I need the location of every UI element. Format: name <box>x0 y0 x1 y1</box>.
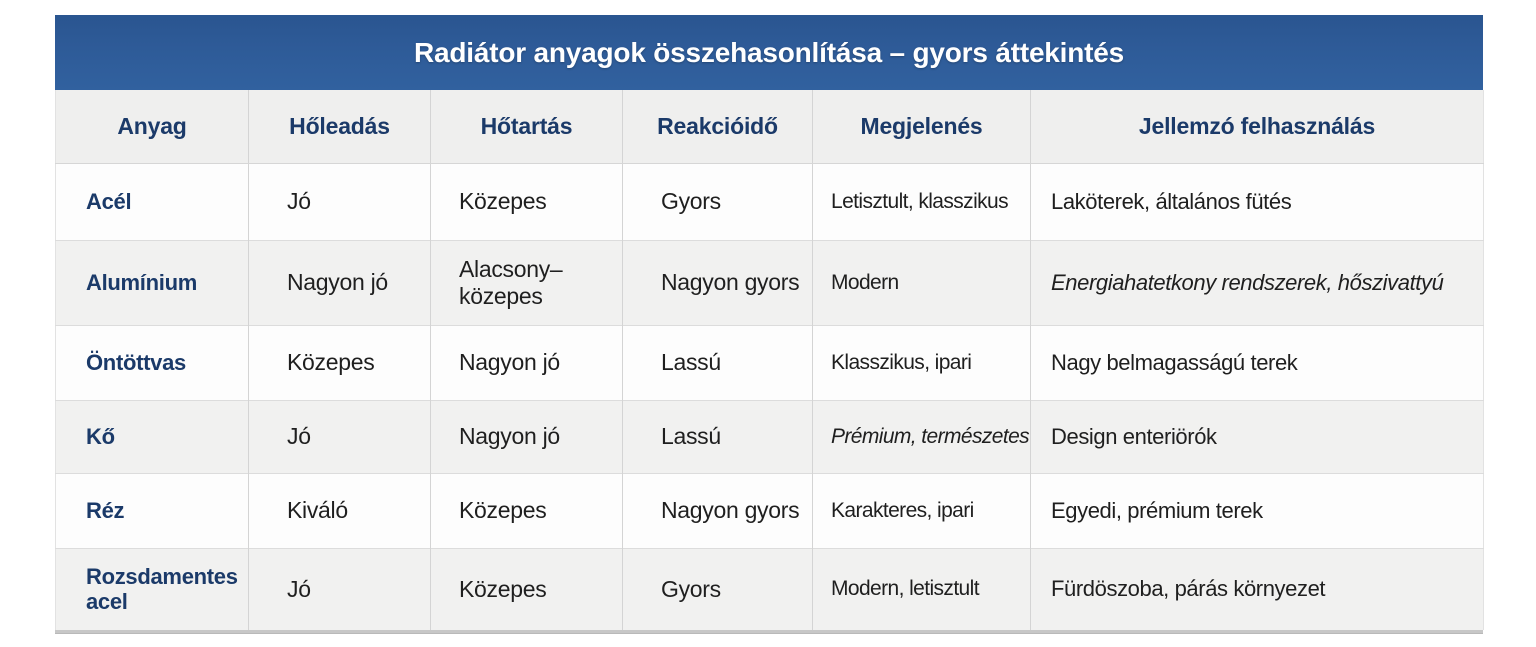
column-header-heat-output: Hőleadás <box>249 90 431 163</box>
heat-output-cell: Kiváló <box>249 473 431 548</box>
table-row <box>56 163 1484 240</box>
heat-output-cell: Jó <box>249 548 431 630</box>
table-row <box>56 548 1484 630</box>
typical-use-cell: Nagy belmagasságú terek <box>1031 325 1484 400</box>
appearance-cell: Klasszikus, ipari <box>813 325 1031 400</box>
table-row <box>56 400 1484 473</box>
material-name-cell: Rozsdamentes acel <box>56 548 249 630</box>
material-name-cell: Acél <box>56 163 249 240</box>
radiator-materials-table <box>55 90 1484 630</box>
reaction-time-cell: Gyors <box>623 163 813 240</box>
material-name-cell: Öntöttvas <box>56 325 249 400</box>
material-name-cell: Réz <box>56 473 249 548</box>
reaction-time-cell: Gyors <box>623 548 813 630</box>
heat-retention-cell: Nagyon jó <box>431 325 623 400</box>
column-header-reaction-time: Reakcióidő <box>623 90 813 163</box>
comparison-table-card <box>55 15 1483 633</box>
material-name-cell: Alumínium <box>56 240 249 325</box>
heat-retention-cell: Közepes <box>431 548 623 630</box>
table-row <box>56 240 1484 325</box>
table-row <box>56 325 1484 400</box>
header-row <box>56 90 1484 163</box>
appearance-cell: Karakteres, ipari <box>813 473 1031 548</box>
heat-output-cell: Jó <box>249 400 431 473</box>
heat-output-cell: Jó <box>249 163 431 240</box>
page-title: Radiátor anyagok összehasonlítása – gyors áttekintés <box>413 36 1125 68</box>
reaction-time-cell: Lassú <box>623 325 813 400</box>
appearance-cell: Modern, letisztult <box>813 548 1031 630</box>
heat-retention-cell: Alacsony–közepes <box>431 240 623 325</box>
typical-use-cell: Energiahatetkony rendszerek, hőszivattyú <box>1031 240 1484 325</box>
table-header <box>56 90 1484 163</box>
typical-use-cell: Fürdöszoba, párás környezet <box>1031 548 1484 630</box>
appearance-cell: Letisztult, klasszikus <box>813 163 1031 240</box>
material-name-cell: Kő <box>56 400 249 473</box>
reaction-time-cell: Nagyon gyors <box>623 473 813 548</box>
heat-retention-cell: Nagyon jó <box>431 400 623 473</box>
heat-retention-cell: Közepes <box>431 473 623 548</box>
column-header-typical-use: Jellemzó felhasználás <box>1031 90 1484 163</box>
typical-use-cell: Egyedi, prémium terek <box>1031 473 1484 548</box>
table-row <box>56 473 1484 548</box>
heat-output-cell: Nagyon jó <box>249 240 431 325</box>
heat-retention-cell: Közepes <box>431 163 623 240</box>
column-header-appearance: Megjelenés <box>813 90 1031 163</box>
typical-use-cell: Design enteriörók <box>1031 400 1484 473</box>
reaction-time-cell: Nagyon gyors <box>623 240 813 325</box>
typical-use-cell: Laköterek, általános fütés <box>1031 163 1484 240</box>
table-body <box>56 163 1484 630</box>
reaction-time-cell: Lassú <box>623 400 813 473</box>
heat-output-cell: Közepes <box>249 325 431 400</box>
column-header-material: Anyag <box>56 90 249 163</box>
appearance-cell: Modern <box>813 240 1031 325</box>
appearance-cell: Prémium, természetes <box>813 400 1031 473</box>
column-header-heat-retention: Hőtartás <box>431 90 623 163</box>
title-banner <box>55 15 1483 90</box>
